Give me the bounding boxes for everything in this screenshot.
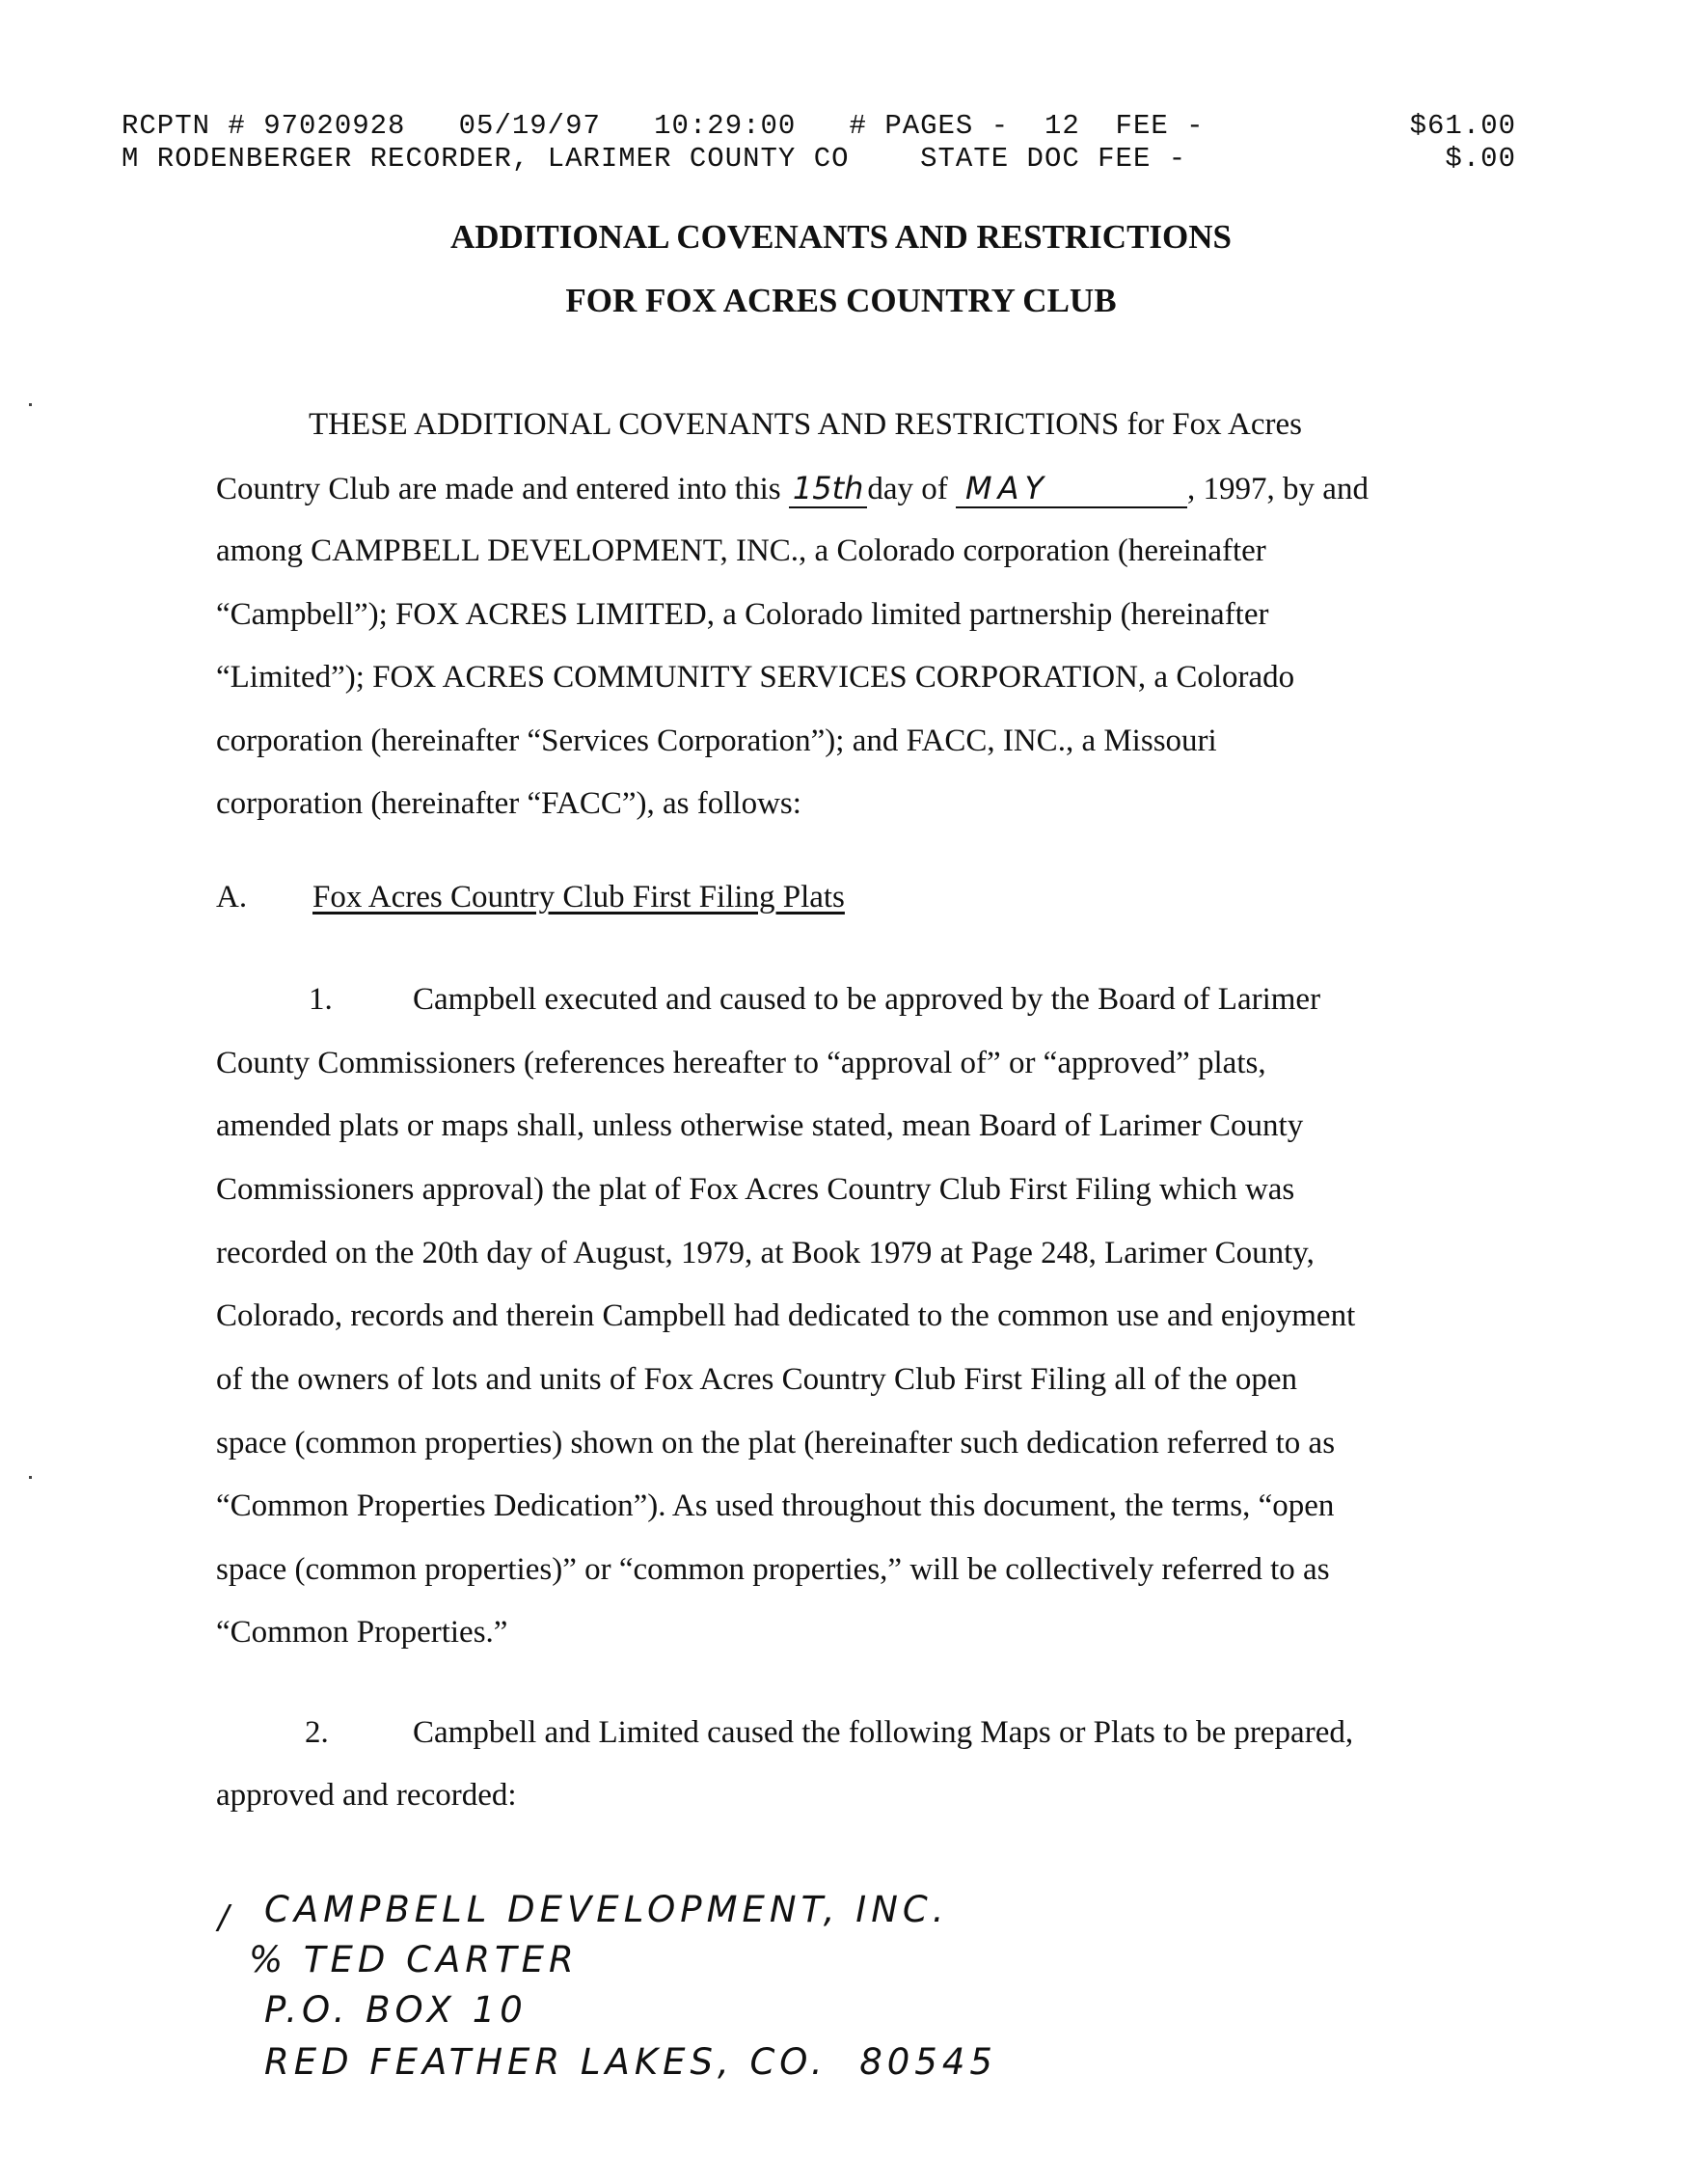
intro-line-4: “Campbell”); FOX ACRES LIMITED, a Colorado limited partnership (hereinafter [216,597,1269,632]
paragraph-1-line: recorded on the 20th day of August, 1979, at Book 1979 at Page 248, Larimer County, [216,1236,1315,1270]
paragraph-1-line: “Common Properties.” [216,1615,508,1650]
paragraph-1-line: County Commissioners (references hereafter to “approval of” or “approved” plats, [216,1046,1266,1080]
intro-line-5: “Limited”); FOX ACRES COMMUNITY SERVICES CORPORATION, a Colorado [216,660,1295,695]
handwritten-day: 15th [789,470,868,508]
section-letter: A. [216,880,248,915]
paragraph-1-line: of the owners of lots and units of Fox Acres Country Club First Filing all of the open [216,1362,1298,1397]
document-title-line-2: FOR FOX ACRES COUNTRY CLUB [565,282,1117,319]
paragraph-1-line: Campbell executed and caused to be approved by the Board of Larimer [413,982,1321,1017]
intro-line-7: corporation (hereinafter “FACC”), as follows: [216,786,801,821]
handwritten-mark: / [218,1898,234,1937]
paragraph-1-line: amended plats or maps shall, unless otherwise stated, mean Board of Larimer County [216,1108,1304,1143]
document-title-line-1: ADDITIONAL COVENANTS AND RESTRICTIONS [449,218,1233,256]
recording-fee: $61.00 [1409,110,1516,142]
scan-mark [29,1476,32,1479]
intro-line-1: THESE ADDITIONAL COVENANTS AND RESTRICTIONS for Fox Acres [309,407,1302,442]
recording-stamp-line-1: RCPTN # 97020928 05/19/97 10:29:00 # PAGES - 12 FEE - [122,110,1205,142]
paragraph-2-line: approved and recorded: [216,1778,517,1813]
return-address-line: CAMPBELL DEVELOPMENT, INC. [264,1889,949,1930]
state-doc-fee: $.00 [1445,143,1516,175]
intro-text-before-day: Country Club are made and entered into this [216,472,789,506]
scan-mark [29,403,32,406]
intro-text-day-of: day of [867,472,957,506]
paragraph-1-line: “Common Properties Dedication”). As used throughout this document, the terms, “open [216,1488,1335,1523]
paragraph-2-line: Campbell and Limited caused the following Maps or Plats to be prepared, [413,1715,1354,1750]
paragraph-1-number: 1. [309,982,333,1017]
recording-stamp-line-2: M RODENBERGER RECORDER, LARIMER COUNTY CO STATE DOC FEE - [122,143,1187,175]
handwritten-month: MAY [956,470,1187,508]
intro-line-6: corporation (hereinafter “Services Corporation”); and FACC, INC., a Missouri [216,723,1217,758]
return-address-line: P.O. BOX 10 [264,1989,528,2031]
paragraph-1-line: space (common properties) shown on the plat (hereinafter such dedication referred to as [216,1426,1336,1461]
intro-line-3: among CAMPBELL DEVELOPMENT, INC., a Colorado corporation (hereinafter [216,533,1266,568]
intro-text-year: , 1997, by and [1187,472,1369,506]
paragraph-1-line: Commissioners approval) the plat of Fox Acres Country Club First Filing which was [216,1172,1295,1207]
intro-line-2 [216,470,1369,508]
paragraph-1-line: space (common properties)” or “common properties,” will be collectively referred to as [216,1552,1330,1587]
section-heading: Fox Acres Country Club First Filing Plats [312,880,845,915]
return-address-line: RED FEATHER LAKES, CO. 80545 [264,2041,997,2083]
return-address-line: % TED CARTER [249,1939,579,1980]
paragraph-1-line: Colorado, records and therein Campbell had dedicated to the common use and enjoyment [216,1298,1356,1333]
paragraph-2-number: 2. [305,1715,329,1750]
